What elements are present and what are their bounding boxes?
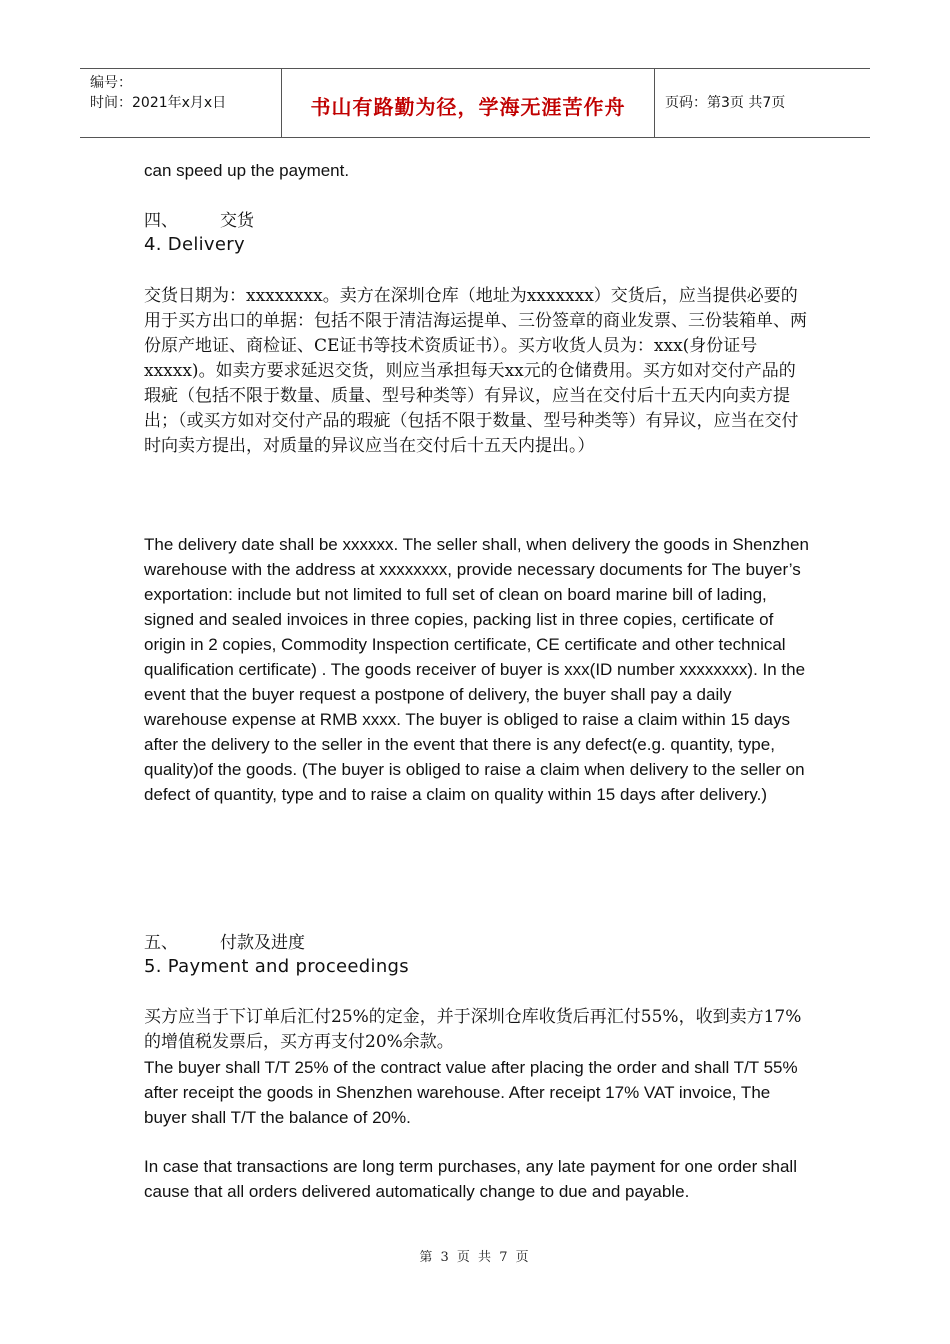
section-5-paragraph-cn: 买方应当于下订单后汇付25%的定金，并于深圳仓库收货后再汇付55%，收到卖方17%的增值税发票后，买方再支付20%余款。 [144,1007,802,1052]
header-page-indicator: 页码：第3页 共7页 [665,95,786,111]
page-footer: 第 3 页 共 7 页 [419,1250,531,1265]
section-4-title-cn: 交货 [220,211,254,231]
header-meta-cell [80,69,282,137]
document-number-label: 编号： [90,75,132,91]
section-4-number: 四、 [144,211,178,231]
section-5-paragraph-en: The buyer shall T/T 25% of the contract value after placing the order and shall T/T 55% after receipt the goods in Shenzhen warehouse. After receipt 17% VAT invoice, The buyer shall T/T the balance of 20%. [144,1058,798,1127]
section-4-heading-cn [144,209,814,233]
section-5-title-cn: 付款及进度 [220,933,305,953]
section-5-number: 五、 [144,933,178,953]
section-4-paragraph-cn: 交货日期为：xxxxxxxx。卖方在深圳仓库（地址为xxxxxxx）交货后，应当提供必要的用于买方出口的单据：包括不限于清洁海运提单、三份签章的商业发票、三份装箱单、两份原产地证、商检证、CE证书等技术资质证书）。买方收货人员为：xxx(身份证号xxxxx)。如卖方要求延迟交货，则应当承担每天xx元的仓储费用。买方如对交付产品的瑕疵（包括不限于数量、质量、型号种类等）有异议，应当在交付后十五天内向卖方提出；（或买方如对交付产品的瑕疵（包括不限于数量、型号种类等）有异议，应当在交付时向卖方提出，对质量的异议应当在交付后十五天内提出。） [144,286,807,456]
section-5-paragraph-en-2: In case that transactions are long term purchases, any late payment for one order shall cause that all orders delivered automatically change to due and payable. [144,1157,797,1201]
section-4-paragraph-en: The delivery date shall be xxxxxx. The seller shall, when delivery the goods in Shenzhen warehouse with the address at xxxxxxxx, provide necessary documents for The buyer’s exportation: include but not limited to full set of clean on board marine bill of lading, signed and sealed invoices in three copies, packing list in three copies, certificate of origin in 2 copies, Commodity Inspection certificate, CE certificate and other technical qualification certificate) . The goods receiver of buyer is xxx(ID number xxxxxxxx). In the event that the buyer request a postpone of delivery, the buyer shall pay a daily warehouse expense at RMB xxxx. The buyer is obliged to raise a claim within 15 days after the delivery to the seller in the event that there is any defect(e.g. quantity, type, quality)of the goods. (The buyer is obliged to raise a claim when delivery to the seller on defect of quantity, type and to raise a claim on quality within 15 days after delivery.) [144,535,809,804]
document-time-label: 时间：2021年x月x日 [90,95,227,111]
page-header [80,68,870,138]
intro-tail-text: can speed up the payment. [144,161,350,180]
section-5-heading-cn [144,931,814,955]
header-motto-cell [282,69,655,137]
section-5-heading-en: 5. Payment and proceedings [144,956,409,977]
section-4-heading-en: 4. Delivery [144,234,245,255]
header-motto: 书山有路勤为径，学海无涯苦作舟 [310,95,626,119]
